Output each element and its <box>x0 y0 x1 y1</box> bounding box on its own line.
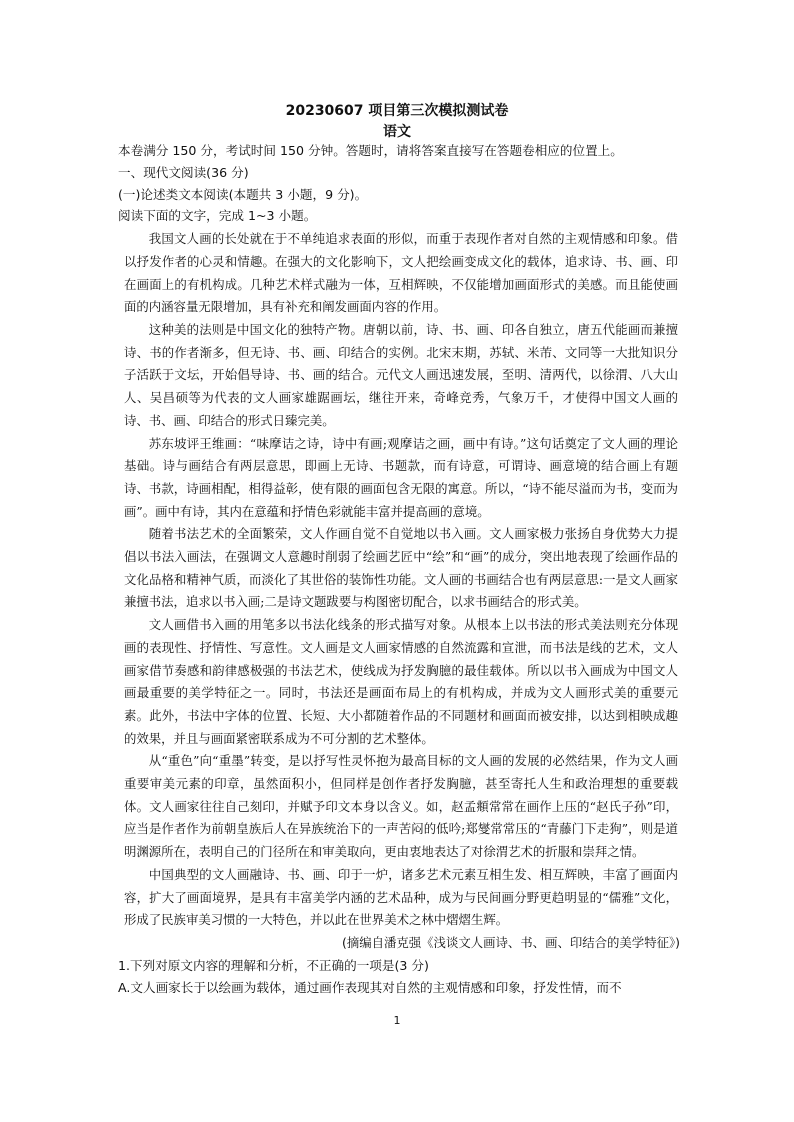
essay-paragraph: 中国典型的文人画融诗、书、画、印于一炉，诸多艺术元素互相生发、相互辉映，丰富了画面内容，扩大了画面境界，是具有丰富美学内涵的艺术品种，成为与民间画分野更趋明显的“儒雅”文化，形成了民族审美习惯的一大特色，并以此在世界美术之林中熠熠生辉。 <box>124 866 678 928</box>
reading-prompt: 阅读下面的文字，完成 1~3 小题。 <box>118 208 317 224</box>
essay-paragraph: 文人画借书入画的用笔多以书法化线条的形式描写对象。从根本上以书法的形式美法则充分体现画的表现性、抒情性、写意性。文人画是文人画家情感的自然流露和宣泄，而书法是线的艺术，文人画家借节奏感和韵律感极强的书法艺术，使线成为抒发胸臆的最佳载体。所以以书入画成为中国文人画最重要的美学特征之一。同时，书法还是画面布局上的有机构成，并成为文人画形式美的重要元素。此外，书法中字体的位置、长短、大小都随着作品的不同题材和画面而被安排，以达到相映成趣的效果，并且与画面紧密联系成为不可分割的艺术整体。 <box>124 617 678 746</box>
instructions: 本卷满分 150 分，考试时间 150 分钟。答题时，请将答案直接写在答题卷相应的位置上。 <box>118 143 623 158</box>
essay-body <box>118 228 680 932</box>
essay-paragraph: 我国文人画的长处就在于不单纯追求表面的形似，而重于表现作者对自然的主观情感和印象。借以抒发作者的心灵和情趣。在强大的文化影响下，文人把绘画变成文化的载体，追求诗、书、画、印在画面上的有机构成。几种艺术样式融为一体，互相辉映，不仅能增加画面形式的美感。而且能使画面的内涵容量无限增加，具有补充和阐发画面内容的作用。 <box>124 231 678 315</box>
subject-title: 语文 <box>383 124 411 140</box>
essay-paragraph: 这种美的法则是中国文化的独特产物。唐朝以前，诗、书、画、印各自独立，唐五代能画而兼擅诗、书的作者渐多，但无诗、书、画、印结合的实例。北宋末期，苏轼、米芾、文同等一大批知识分子活跃于文坛，开始倡导诗、书、画的结合。元代文人画迅速发展，至明、清两代，以徐渭、八大山人、吴昌硕等为代表的文人画家雄踞画坛，继往开来，奇峰竞秀，气象万千，才使得中国文人画的诗、书、画、印结合的形式日臻完美。 <box>124 322 678 428</box>
exam-title: 20230607 项目第三次模拟测试卷 <box>285 103 509 119</box>
essay-paragraph: 苏东坡评王维画：“味摩诘之诗，诗中有画;观摩诘之画，画中有诗。”这句话奠定了文人画的理论基础。诗与画结合有两层意思，即画上无诗、书题款，而有诗意，可谓诗、画意境的结合画上有题诗、书款，诗画相配，相得益彰，使有限的画面包含无限的寓意。所以，“诗不能尽溢而为书，变而为画”。画中有诗，其内在意蕴和抒情色彩就能丰富并提高画的意境。 <box>124 435 678 519</box>
question-stem: 1.下列对原文内容的理解和分析，不正确的一项是(3 分) <box>118 957 429 973</box>
question-option-a: A.文人画家长于以绘画为载体，通过画作表现其对自然的主观情感和印象，抒发性情，而不 <box>118 979 622 995</box>
content-block <box>118 140 680 999</box>
section-heading: 一、现代文阅读(36 分) <box>118 164 249 180</box>
page-number: 1 <box>393 1014 401 1027</box>
essay-paragraph: 从“重色”向“重墨”转变，是以抒写性灵怀抱为最高目标的文人画的发展的必然结果，作为文人画重要审美元素的印章，虽然面积小，但同样是创作者抒发胸臆，甚至寄托人生和政治理想的重要载体。文人画家往往自己刻印，并赋予印文本身以含义。如，赵孟頫常常在画作上压的“赵氏子孙”印，应当是作者作为前朝皇族后人在异族统治下的一声苦闷的低吟;郑燮常常压的“青藤门下走狗”，则是道明渊源所在，表明自己的门径所在和审美取向，更由衷地表达了对徐渭艺术的折服和崇拜之情。 <box>124 753 678 860</box>
essay-source: (摘编自潘克强《浅谈文人画诗、书、画、印结合的美学特征》) <box>341 934 680 950</box>
section-subheading: (一)论述类文本阅读(本题共 3 小题，9 分)。 <box>118 186 368 202</box>
essay-paragraph: 随着书法艺术的全面繁荣，文人作画自觉不自觉地以书入画。文人画家极力张扬自身优势大力提倡以书法入画法，在强调文人意趣时削弱了绘画艺匠中“绘”和“画”的成分，突出地表现了绘画作品的文化品格和精神气质，而淡化了其世俗的装饰性功能。文人画的书画结合也有两层意思:一是文人画家兼擅书法，追求以书入画;二是诗文题跋要与构图密切配合，以求书画结合的形式美。 <box>124 526 678 610</box>
